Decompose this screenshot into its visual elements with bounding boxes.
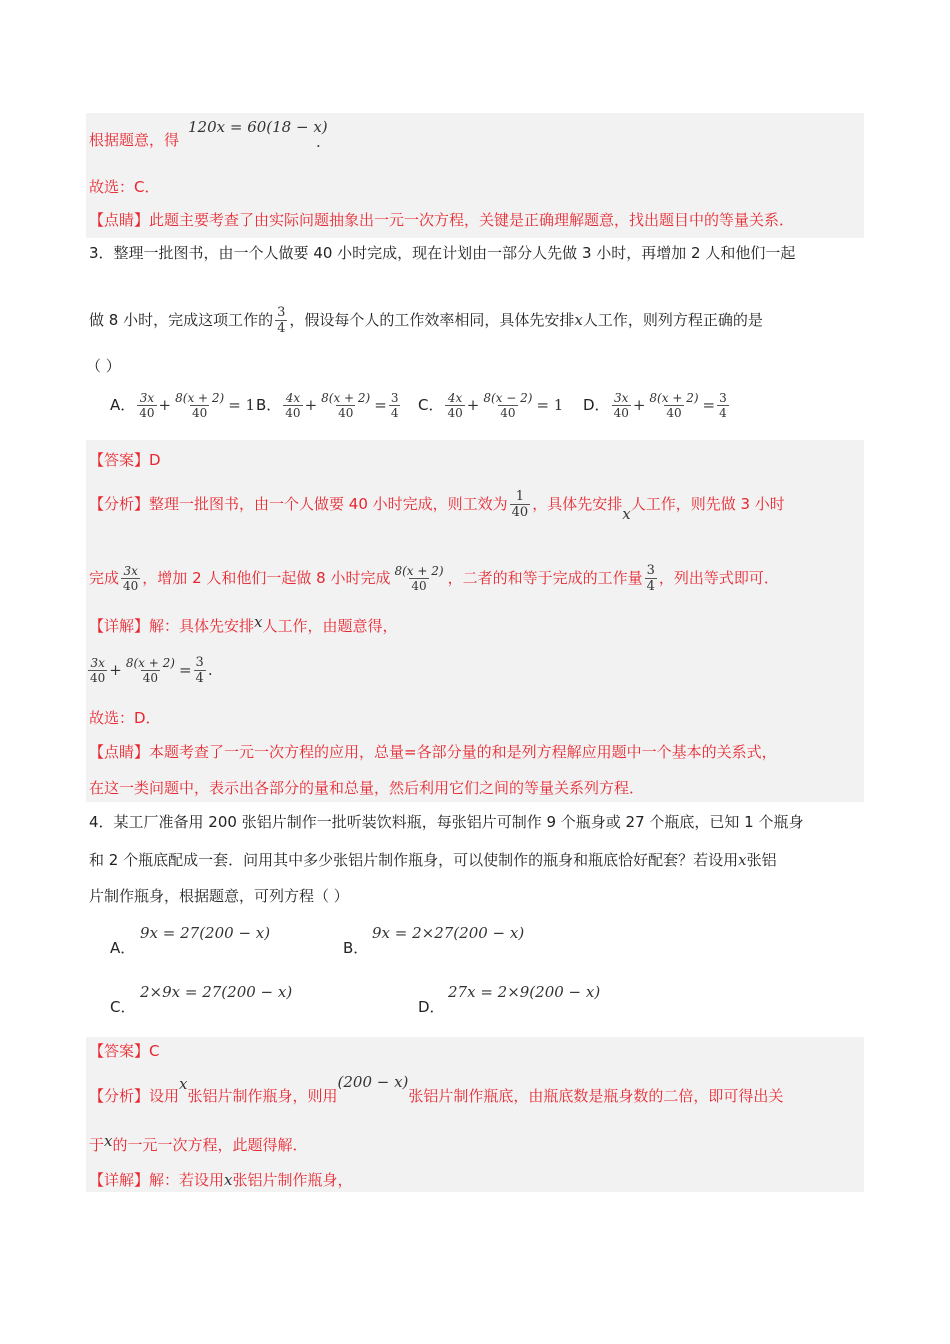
option-frac-2 (647, 391, 700, 420)
q3-frac-den: 4 (277, 321, 286, 336)
frac-den: 40 (338, 406, 354, 420)
frac-num: 4x (285, 391, 301, 405)
frac-den: 40 (411, 579, 427, 593)
option-frac-1 (612, 391, 631, 420)
frac-num: 3x (614, 391, 629, 405)
q3-frac-num: 3 (277, 305, 286, 320)
option-frac-1 (137, 391, 156, 420)
q3-fraction (275, 305, 287, 336)
frac-num: 3 (390, 391, 399, 405)
option-rhs-frac (717, 391, 729, 420)
comment-key: 【点睛】 (89, 211, 150, 229)
analysis2-text-b: 的一元一次方程，此题得解． (112, 1136, 308, 1154)
answer-value: D (149, 451, 161, 469)
eq-tail: . (207, 661, 213, 679)
detail-text-a: 解：若设用 (149, 1171, 225, 1189)
analysis-text-a: 设用 (149, 1087, 180, 1105)
q4-option-c-label[interactable]: C． (110, 998, 136, 1016)
q4-var-x: x (738, 851, 747, 869)
detail-key: 【详解】 (89, 1171, 150, 1189)
comment-text: 此题主要考查了由实际问题抽象出一元一次方程，关键是正确理解题意，找出题目中的等量关系． (149, 211, 795, 229)
analysis2-frac-1 (121, 564, 140, 593)
block1-period: . (316, 133, 321, 151)
frac-den: 4 (719, 406, 727, 420)
frac-num: 3x (123, 564, 138, 578)
analysis2-var: x (104, 1132, 113, 1150)
detail-var: x (254, 613, 263, 631)
frac-num: 4x (447, 391, 463, 405)
q3-option-b[interactable]: B． $\frac{4x}{40}$ + $\frac{8(x + 2)}{40}$ = $\frac{3}{4}$ (256, 391, 399, 420)
q4-line2-tail: 张铝 (746, 851, 777, 869)
option-frac-2 (319, 391, 372, 420)
block1-line (89, 130, 179, 150)
option-frac-2 (481, 391, 534, 420)
detail-text-a: 解：具体先安排 (149, 617, 255, 635)
frac-num: 8(x + 2) (321, 391, 371, 405)
frac-num: 3x (90, 656, 105, 670)
answer-key: 【答案】 (89, 1042, 150, 1060)
q3-select: 故选：D． (89, 709, 161, 727)
eq-frac-3 (194, 655, 206, 686)
q3-equation: $\frac{3x}{40}$ + $\frac{8(x + 2)}{40}$ = $\frac{3}{4}$ . (90, 655, 213, 686)
block1-equation: 120x = 60(18 − x) (188, 118, 328, 136)
detail-key: 【详解】 (89, 617, 150, 635)
q4-option-a-eq: 9x = 27(200 − x) (140, 924, 271, 942)
q4-line2-text: 和 2 个瓶底配成一套．问用其中多少张铝片制作瓶身，可以使制作的瓶身和瓶底恰好配套？若设用 (89, 851, 739, 869)
comment-text-1: 本题考查了一元一次方程的应用，总量=各部分量的和是列方程解应用题中一个基本的关系式， (149, 743, 777, 761)
detail-text-b: 张铝片制作瓶身， (232, 1171, 353, 1189)
answer-value: C (149, 1042, 160, 1060)
q3-line-1: 3．整理一批图书，由一个人做要 40 小时完成，现在计划由一部分人先做 3 小时，再增加 2 人和他们一起 (89, 244, 796, 262)
analysis-key: 【分析】 (89, 495, 150, 513)
option-rhs-frac (389, 391, 401, 420)
analysis-var: x (622, 505, 631, 523)
q4-option-d-eq: 27x = 2×9(200 − x) (448, 983, 601, 1001)
q3-line-2 (89, 304, 763, 336)
q3-option-c[interactable]: C． $\frac{4x}{40}$ + $\frac{8(x - 2)}{40}$ = 1 (418, 391, 564, 420)
eq-frac-2 (124, 656, 177, 685)
analysis-var: x (179, 1075, 188, 1093)
q4-line-1: 4．某工厂准备用 200 张铝片制作一批听装饮料瓶，每张铝片可制作 9 个瓶身或 27 个瓶底，已知 1 个瓶身 (89, 813, 804, 831)
option-rhs: = 1 (228, 396, 256, 414)
option-label: A． (110, 396, 136, 414)
q4-analysis-line-2 (89, 1132, 308, 1155)
frac-num: 8(x + 2) (394, 564, 444, 578)
q3-detail (89, 613, 398, 636)
option-rhs: = 1 (536, 396, 564, 414)
frac-den: 40 (142, 671, 159, 685)
frac-den: 40 (192, 406, 208, 420)
analysis-text-c: 张铝片制作瓶底，由瓶底数是瓶身数的二倍，即可得出关 (408, 1087, 784, 1105)
q4-option-b-label[interactable]: B． (343, 939, 369, 957)
frac-den: 40 (666, 406, 682, 420)
frac-den: 40 (500, 406, 516, 420)
analysis-text-c: 人工作，则先做 3 小时 (630, 495, 785, 513)
solution-band-3 (86, 1037, 864, 1192)
q3-option-a[interactable]: A． $\frac{3x}{40}$ + $\frac{8(x + 2)}{40}$ = 1 (110, 391, 256, 420)
analysis-expr: (200 − x) (337, 1073, 409, 1091)
q4-line-3: 片制作瓶身，根据题意，可列方程（ ） (89, 887, 349, 905)
frac-num: 1 (515, 489, 525, 504)
block1-select: 故选：C． (89, 178, 160, 196)
frac-num: 3x (139, 391, 155, 405)
option-frac-2 (173, 391, 226, 420)
analysis2-frac-3 (645, 563, 657, 594)
q3-line2-c: 人工作，则列方程正确的是 (582, 311, 763, 329)
analysis2-text-d: ，列出等式即可． (658, 569, 779, 587)
frac-num: 3 (719, 391, 727, 405)
analysis-text-b: 张铝片制作瓶身，则用 (187, 1087, 338, 1105)
option-label: C． (418, 396, 444, 414)
detail-text-b: 人工作，由题意得， (262, 617, 398, 635)
q3-comment-line-1 (89, 742, 777, 762)
q3-line2-b: ，假设每个人的工作效率相同，具体先安排 (289, 311, 575, 329)
q3-analysis-line-2 (89, 560, 779, 596)
q3-line-3: （ ） (86, 357, 121, 375)
analysis2-frac-2 (392, 564, 445, 593)
frac-den: 40 (139, 406, 155, 420)
frac-den: 4 (390, 406, 399, 420)
frac-num: 8(x − 2) (483, 391, 533, 405)
q3-comment-line-2: 在这一类问题中，表示出各部分的量和总量，然后利用它们之间的等量关系列方程． (89, 779, 645, 797)
block1-text: 根据题意，得 (89, 131, 180, 149)
analysis2-text-a: 完成 (89, 569, 120, 587)
q4-option-b-eq: 9x = 2×27(200 − x) (372, 924, 525, 942)
q4-answer (89, 1041, 160, 1061)
frac-den: 40 (447, 406, 463, 420)
frac-den: 4 (646, 579, 655, 594)
q3-answer (89, 450, 161, 470)
q4-option-a-label[interactable]: A． (110, 939, 136, 957)
option-label: D． (583, 396, 610, 414)
block1-comment (89, 210, 794, 230)
q4-detail (89, 1170, 353, 1190)
q4-line-2 (89, 850, 777, 870)
q4-option-d-label[interactable]: D． (418, 998, 445, 1016)
frac-num: 8(x + 2) (649, 391, 699, 405)
frac-den: 4 (195, 671, 204, 686)
analysis-key: 【分析】 (89, 1087, 150, 1105)
option-label: B． (256, 396, 282, 414)
frac-den: 40 (511, 505, 529, 520)
q4-option-c-eq: 2×9x = 27(200 − x) (140, 983, 293, 1001)
frac-den: 40 (90, 671, 106, 685)
analysis2-text-b: ，增加 2 人和他们一起做 8 小时完成 (142, 569, 391, 587)
answer-key: 【答案】 (89, 451, 150, 469)
q3-option-d[interactable]: D． $\frac{3x}{40}$ + $\frac{8(x + 2)}{40}$ = $\frac{3}{4}$ (583, 391, 727, 420)
frac-num: 3 (646, 563, 655, 578)
detail-var: x (224, 1171, 233, 1189)
option-frac-1 (445, 391, 464, 420)
q3-line2-a: 做 8 小时，完成这项工作的 (89, 311, 274, 329)
comment-key: 【点睛】 (89, 743, 150, 761)
analysis2-text-a: 于 (89, 1136, 105, 1154)
analysis-frac (510, 489, 531, 520)
frac-den: 40 (613, 406, 629, 420)
frac-num: 8(x + 2) (125, 656, 175, 670)
option-frac-1 (283, 391, 302, 420)
analysis-text-a: 整理一批图书，由一个人做要 40 小时完成，则工效为 (149, 495, 508, 513)
q3-analysis-line-1 (89, 486, 785, 522)
q3-var-x: x (574, 311, 583, 329)
frac-num: 8(x + 2) (175, 391, 225, 405)
frac-num: 3 (195, 655, 204, 670)
analysis2-text-c: ，二者的和等于完成的工作量 (447, 569, 643, 587)
frac-den: 40 (285, 406, 301, 420)
analysis-text-b: ，具体先安排 (532, 495, 623, 513)
q4-analysis-line-1 (89, 1073, 784, 1106)
eq-frac-1 (88, 656, 107, 685)
frac-den: 40 (123, 579, 139, 593)
